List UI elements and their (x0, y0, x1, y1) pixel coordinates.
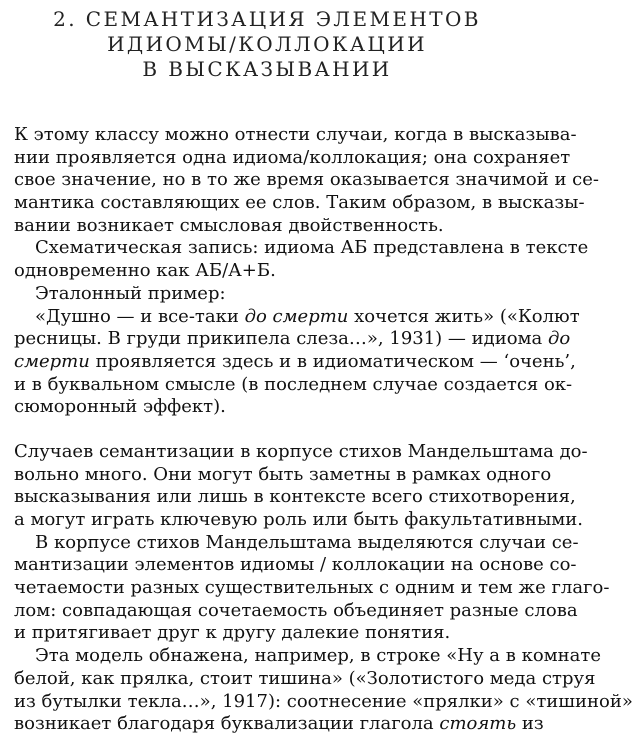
text-line: белой, как прялка, стоит тишина» («Золотистого меда струя (14, 668, 596, 689)
section-heading-line-1: 2. СЕМАНТИЗАЦИЯ ЭЛЕМЕНТОВ (53, 7, 481, 31)
text-line: вании возникает смысловая двойственность. (14, 215, 444, 236)
text-line: К этому классу можно отнести случаи, когда в высказыва- (14, 124, 577, 145)
italic-phrase: стоять (439, 713, 517, 734)
text-line: одновременно как АБ/А+Б. (14, 260, 276, 281)
text-line: из бутылки текла…», 1917): соотнесение «прялки» с «тишиной» (14, 691, 633, 712)
text-line: сюморонный эффект). (14, 396, 226, 417)
text-line: мантизации элементов идиомы / коллокации на основе со- (14, 554, 577, 575)
text-line: Эталонный пример: (35, 283, 226, 304)
section-heading-line-2: ИДИОМЫ/КОЛЛОКАЦИИ (107, 32, 427, 56)
text-line: Схематическая запись: идиома АБ представлена в тексте (35, 237, 589, 258)
text-line: смерти проявляется здесь и в идиоматическом — ‘очень’, (14, 351, 576, 372)
text-line: а могут играть ключевую роль или быть факультативными. (14, 509, 584, 530)
text-line: и в буквальном смысле (в последнем случае создается ок- (14, 374, 573, 395)
text-line: Случаев семантизации в корпусе стихов Мандельштама до- (14, 441, 588, 462)
text-line: Эта модель обнажена, например, в строке «Ну а в комнате (35, 645, 601, 666)
italic-phrase: до (548, 328, 571, 349)
text-line: четаемости разных существительных с одним и тем же глаго- (14, 577, 610, 598)
text-line: мантика составляющих ее слов. Таким образом, в высказы- (14, 192, 585, 213)
italic-phrase: смерти (14, 351, 90, 372)
text-line: и притягивает друг к другу далекие понятия. (14, 622, 451, 643)
text-line: вольно много. Они могут быть заметны в рамках одного (14, 464, 552, 485)
text-line: ресницы. В груди прикипела слеза…», 1931) — идиома до (14, 328, 571, 349)
text-line: «Душно — и все-таки до смерти хочется жить» («Колют (35, 306, 580, 327)
text-line: свое значение, но в то же время оказывается значимой и се- (14, 169, 599, 190)
text-line: высказывания или лишь в контексте всего стихотворения, (14, 486, 576, 507)
section-heading-line-3: В ВЫСКАЗЫВАНИИ (142, 57, 392, 81)
text-line: лом: совпадающая сочетаемость объединяет разные слова (14, 600, 578, 621)
text-line: В корпусе стихов Мандельштама выделяются случаи се- (35, 532, 579, 553)
italic-phrase: до смерти (244, 306, 349, 327)
text-line: нии проявляется одна идиома/коллокация; она сохраняет (14, 147, 571, 168)
text-line: возникает благодаря буквализации глагола стоять из (14, 713, 544, 734)
